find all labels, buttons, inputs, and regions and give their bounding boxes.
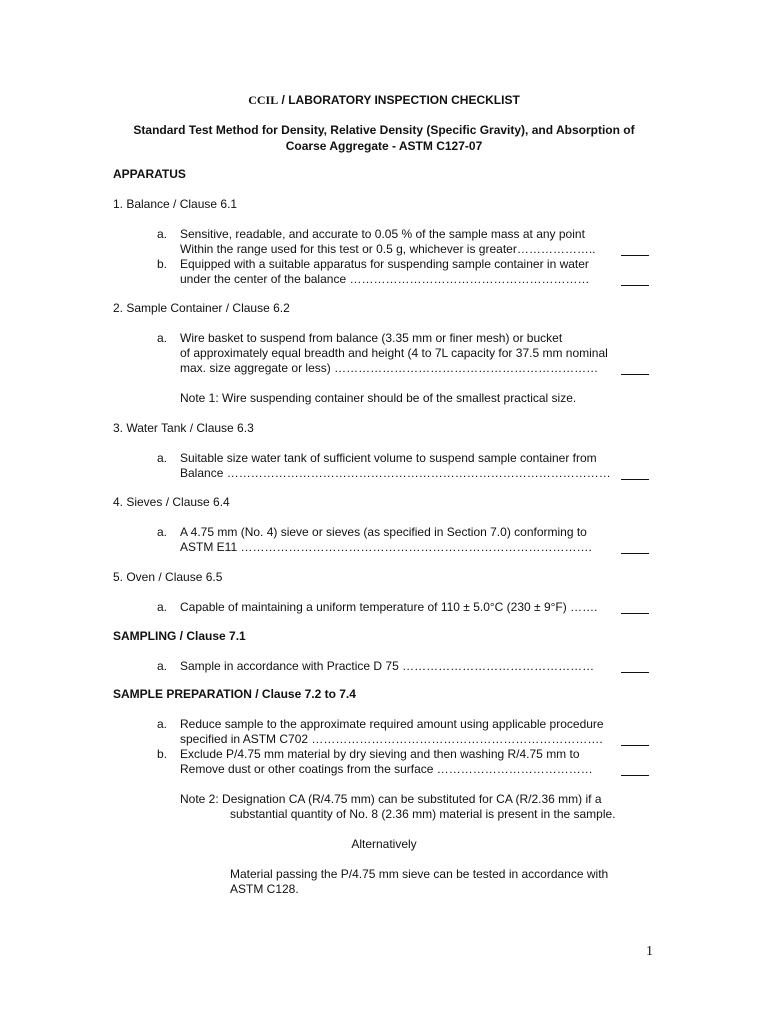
checkbox-blank[interactable]: [621, 242, 649, 256]
section-sample-preparation: SAMPLE PREPARATION / Clause 7.2 to 7.4: [113, 687, 356, 701]
item-text: ASTM E11 …………………………………………………………………………….: [180, 540, 592, 554]
alternative-text: Material passing the P/4.75 mm sieve can be tested in accordance with: [230, 867, 609, 881]
item-sieves-title: 4. Sieves / Clause 6.4: [113, 495, 230, 509]
document-title: [0, 93, 768, 108]
checkbox-blank[interactable]: [621, 466, 649, 480]
item-text: Sensitive, readable, and accurate to 0.05 % of the sample mass at any point: [180, 227, 585, 241]
subtitle-line-2: Coarse Aggregate - ASTM C127-07: [285, 139, 483, 153]
item-text: A 4.75 mm (No. 4) sieve or sieves (as specified in Section 7.0) conforming to: [180, 525, 587, 539]
item-text: Exclude P/4.75 mm material by dry sieving and then washing R/4.75 mm to: [180, 747, 580, 761]
checkbox-blank[interactable]: [621, 540, 649, 554]
page-number: 1: [646, 944, 653, 959]
subtitle-line-1: Standard Test Method for Density, Relative Density (Specific Gravity), and Absorption of: [133, 123, 635, 137]
item-text: of approximately equal breadth and height (4 to 7L capacity for 37.5 mm nominal: [180, 346, 608, 360]
item-container-title: 2. Sample Container / Clause 6.2: [113, 301, 290, 315]
item-oven-title: 5. Oven / Clause 6.5: [113, 570, 223, 584]
checkbox-blank[interactable]: [621, 600, 649, 614]
item-text: Balance ……………………………………………………………………………………: [180, 466, 611, 480]
item-label: b.: [157, 747, 168, 761]
item-balance-title: 1. Balance / Clause 6.1: [113, 197, 238, 211]
note-1: Note 1: Wire suspending container should be of the smallest practical size.: [180, 391, 577, 405]
title-ccil: CCIL: [248, 93, 279, 107]
section-sampling: SAMPLING / Clause 7.1: [113, 629, 246, 643]
item-text: max. size aggregate or less) …………………………………………………………: [180, 361, 599, 375]
checkbox-blank[interactable]: [621, 732, 649, 746]
item-text: Reduce sample to the approximate required amount using applicable procedure: [180, 717, 604, 731]
section-apparatus: APPARATUS: [113, 167, 186, 181]
item-text: Capable of maintaining a uniform temperature of 110 ± 5.0°C (230 ± 9°F) …….: [180, 600, 598, 614]
item-text: Equipped with a suitable apparatus for suspending sample container in water: [180, 257, 589, 271]
item-text: under the center of the balance ……………………………………………………: [180, 272, 590, 286]
item-text: Remove dust or other coatings from the surface …………………………………: [180, 762, 593, 776]
title-text: / LABORATORY INSPECTION CHECKLIST: [278, 93, 520, 107]
alternatively-label: Alternatively: [351, 837, 417, 851]
checkbox-blank[interactable]: [621, 659, 649, 673]
checkbox-blank[interactable]: [621, 762, 649, 776]
item-label: a.: [157, 659, 168, 673]
alternative-text: ASTM C128.: [230, 882, 299, 896]
checkbox-blank[interactable]: [621, 361, 649, 375]
note-2: Note 2: Designation CA (R/4.75 mm) can be substituted for CA (R/2.36 mm) if a: [180, 792, 602, 806]
item-label: a.: [157, 331, 168, 345]
item-text: Wire basket to suspend from balance (3.35 mm or finer mesh) or bucket: [180, 331, 563, 345]
item-water-tank-title: 3. Water Tank / Clause 6.3: [113, 421, 254, 435]
item-label: b.: [157, 257, 168, 271]
item-label: a.: [157, 227, 168, 241]
item-label: a.: [157, 451, 168, 465]
note-2-continued: substantial quantity of No. 8 (2.36 mm) material is present in the sample.: [230, 807, 616, 821]
item-text: specified in ASTM C702 ……………………………………………………………….: [180, 732, 603, 746]
item-text: Suitable size water tank of sufficient volume to suspend sample container from: [180, 451, 597, 465]
item-text: Sample in accordance with Practice D 75 …………………………………………: [180, 659, 595, 673]
item-label: a.: [157, 525, 168, 539]
checkbox-blank[interactable]: [621, 272, 649, 286]
item-label: a.: [157, 717, 168, 731]
item-text: Within the range used for this test or 0.5 g, whichever is greater………………..: [180, 242, 596, 256]
item-label: a.: [157, 600, 168, 614]
